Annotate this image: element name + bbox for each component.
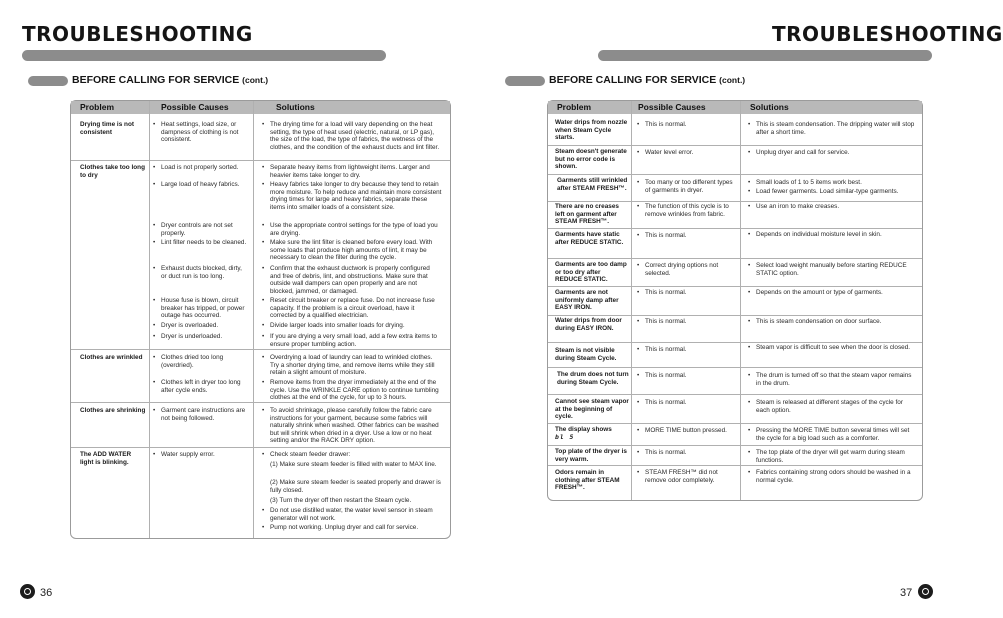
solution-item: • Overdrying a load of laundry can lead to wrinkled clothes. Try a shorter drying time, and remove items while they still retain a slight amount of moisture. (270, 354, 442, 377)
solution-item: • Separate heavy items from lightweight items. Larger and heavier items take longer to dry. (270, 164, 442, 179)
cause-item: • This is normal. (645, 121, 737, 129)
solution-item: • To avoid shrinkage, please carefully follow the fabric care instructions for your garment, because some fabrics will naturally shrink when washed. Other fabrics can be washed but will shrink when dried in a dryer. Use a low or no heat setting and/or the RACK DRY option. (270, 407, 442, 445)
lg-logo-icon (918, 584, 933, 599)
problem-cell: Garments are too damp or too dry after REDUCE STATIC. (555, 261, 627, 284)
solution-item: • Use the appropriate control settings for the type of load you are drying. (270, 222, 442, 237)
page-title: TROUBLESHOOTING (22, 22, 253, 46)
row-divider (548, 367, 922, 368)
section-title (72, 74, 268, 86)
solution-item: • Depends on individual moisture level in skin. (756, 231, 918, 239)
column-divider (631, 101, 632, 500)
solution-item: • This is steam condensation on door surface. (756, 318, 918, 326)
cause-item: • Clothes dried too long (overdried). (161, 354, 249, 369)
header-solutions: Solutions (276, 102, 315, 112)
solution-item: • Reset circuit breaker or replace fuse. Do not increase fuse capacity. If the problem is a circuit overload, have it corrected by a qualified electrician. (270, 297, 442, 320)
problem-cell: Steam doesn't generate but no error code is shown. (555, 148, 627, 171)
section-pill (505, 76, 545, 86)
cause-item: • Water level error. (645, 149, 737, 157)
page-title: TROUBLESHOOTING (772, 22, 1003, 46)
header-causes: Possible Causes (638, 102, 706, 112)
solution-item: • The drying time for a load will vary depending on the heat setting, the type of heat used (electric, natural, or LP gas), the size of the load, the type of fabrics, the wetness of the clothes, and the condition of the exhaust ducts and lint filter. (270, 121, 442, 151)
cause-item: • This is normal. (645, 346, 737, 354)
solution-item: • Make sure the lint filter is cleaned before every load. With some loads that produce high amounts of lint, it may be necessary to clean the filter during the cycle. (270, 239, 442, 262)
title-bar (598, 50, 932, 61)
cause-item: • Too many or too different types of garments in dryer. (645, 179, 737, 194)
solution-item: • Select load weight manually before starting REDUCE STATIC option. (756, 262, 918, 277)
problem-cell: Clothes are shrinking (80, 407, 146, 414)
solution-item: • Heavy fabrics take longer to dry because they tend to retain more moisture. To help reduce and maintain more consistent drying times for large and heavy fabrics, separate these items into smaller loads of a consistent size. (270, 181, 442, 211)
solution-item: • Unplug dryer and call for service. (756, 149, 918, 157)
cause-item: • House fuse is blown, circuit breaker has tripped, or power outage has occurred. (161, 297, 249, 320)
solution-item: • Use an iron to make creases. (756, 203, 918, 211)
problem-cell: Clothes take too long to dry (80, 164, 145, 179)
cause-item: • Exhaust ducts blocked, dirty, or duct run is too long. (161, 265, 249, 280)
cause-item: • Clothes left in dryer too long after cycle ends. (161, 379, 249, 394)
solution-item: • Steam is released at different stages of the cycle for each option. (756, 399, 918, 414)
page-number: 37 (900, 587, 913, 599)
header-problem: Problem (557, 102, 592, 112)
solution-subitem: (2) Make sure steam feeder is seated properly and drawer is fully closed. (270, 479, 441, 494)
troubleshooting-table (547, 100, 923, 501)
solution-item: • The top plate of the dryer will get warm during steam functions. (756, 449, 918, 464)
troubleshooting-table (70, 100, 451, 539)
column-divider (740, 101, 741, 500)
solution-item: • Depends on the amount or type of garments. (756, 289, 918, 297)
table-header (548, 101, 922, 114)
section-cont: (cont.) (242, 75, 269, 85)
solution-subitem: (3) Turn the dryer off then restart the Steam cycle. (270, 497, 412, 504)
cause-item: • Dryer is underloaded. (161, 333, 249, 341)
solution-item: • Check steam feeder drawer: (270, 451, 442, 459)
cause-item: • The function of this cycle is to remove wrinkles from fabric. (645, 203, 737, 218)
solution-item: • Confirm that the exhaust ductwork is properly configured and free of debris, lint, and obstructions. Make sure that outside wall dampers can open properly and are not blocked, jammed, or damaged. (270, 265, 442, 295)
title-bar (22, 50, 386, 61)
row-divider (548, 286, 922, 287)
row-divider (548, 315, 922, 316)
row-divider (548, 445, 922, 446)
solution-item: • Divide larger loads into smaller loads for drying. (270, 322, 442, 330)
cause-item: • Dryer controls are not set properly. (161, 222, 249, 237)
cause-item: • This is normal. (645, 318, 737, 326)
cause-item: • STEAM FRESH™ did not remove odor completely. (645, 469, 737, 484)
column-divider (149, 101, 150, 538)
solution-item: • Steam vapor is difficult to see when the door is closed. (756, 344, 918, 352)
cause-item: • This is normal. (645, 449, 737, 457)
cause-item: • This is normal. (645, 372, 737, 380)
page-number: 36 (40, 587, 53, 599)
right-page (477, 0, 1003, 618)
solution-item: • Pressing the MORE TIME button several times will set the cycle for a big load such as a comforter. (756, 427, 918, 442)
row-divider (71, 447, 450, 448)
cause-item: • This is normal. (645, 289, 737, 297)
header-causes: Possible Causes (161, 102, 229, 112)
display-code: bl 5 (555, 432, 575, 441)
problem-cell: The drum does not turn during Steam Cycle. (557, 371, 629, 386)
lg-logo-icon (20, 584, 35, 599)
problem-cell: Odors remain in clothing after STEAM FRESH™. (555, 469, 620, 492)
cause-item: • This is normal. (645, 232, 737, 240)
problem-cell: Garments are not uniformly damp after EASY IRON. (555, 289, 619, 312)
problem-cell: There are no creases left on garment after STEAM FRESH™. (555, 203, 619, 226)
problem-cell (555, 426, 629, 441)
problem-cell: Top plate of the dryer is very warm. (555, 448, 627, 463)
solution-item: • Pump not working. Unplug dryer and call for service. (270, 524, 442, 532)
solution-item: • This is steam condensation. The dripping water will stop after a short time. (756, 121, 918, 136)
problem-cell: Water drips from door during EASY IRON. (555, 317, 622, 332)
left-page (0, 0, 477, 618)
row-divider (548, 258, 922, 259)
cause-item: • Lint filter needs to be cleaned. (161, 239, 249, 247)
section-title (549, 74, 745, 86)
solution-item: • Load fewer garments. Load similar-type garments. (756, 188, 918, 196)
solution-item: • The drum is turned off so that the steam vapor remains in the drum. (756, 372, 918, 387)
row-divider (548, 201, 922, 202)
row-divider (548, 465, 922, 466)
problem-cell: Cannot see steam vapor at the beginning of cycle. (555, 398, 629, 421)
row-divider (71, 402, 450, 403)
row-divider (548, 342, 922, 343)
row-divider (71, 349, 450, 350)
section-title-text: BEFORE CALLING FOR SERVICE (549, 74, 717, 86)
header-solutions: Solutions (750, 102, 789, 112)
row-divider (71, 160, 450, 161)
problem-cell: Garments still wrinkled after STEAM FRESH™. (557, 177, 628, 192)
solution-item: • Fabrics containing strong odors should be washed in a normal cycle. (756, 469, 918, 484)
problem-cell: Water drips from nozzle when Steam Cycle starts. (555, 119, 628, 142)
solution-subitem: (1) Make sure steam feeder is filled with water to MAX line. (270, 461, 437, 468)
cause-item: • Heat settings, load size, or dampness of clothing is not consistent. (161, 121, 249, 144)
table-header (71, 101, 450, 114)
section-title-text: BEFORE CALLING FOR SERVICE (72, 74, 240, 86)
problem-cell: Garments have static after REDUCE STATIC. (555, 231, 624, 246)
cause-item: • Dryer is overloaded. (161, 322, 249, 330)
cause-item: • Correct drying options not selected. (645, 262, 737, 277)
header-problem: Problem (80, 102, 115, 112)
cause-item: • MORE TIME button pressed. (645, 427, 737, 435)
cause-item: • Water supply error. (161, 451, 249, 459)
cause-item: • Garment care instructions are not being followed. (161, 407, 249, 422)
solution-item: • If you are drying a very small load, add a few extra items to ensure proper tumbling action. (270, 333, 442, 348)
cause-item: • Load is not properly sorted. (161, 164, 249, 172)
cause-item: • Large load of heavy fabrics. (161, 181, 249, 189)
problem-cell: Steam is not visible during Steam Cycle. (555, 347, 617, 362)
row-divider (548, 394, 922, 395)
section-cont: (cont.) (719, 75, 746, 85)
section-pill (28, 76, 68, 86)
problem-cell: Drying time is not consistent (80, 121, 134, 136)
cause-item: • This is normal. (645, 399, 737, 407)
problem-cell: The ADD WATER light is blinking. (80, 451, 132, 466)
column-divider (253, 101, 254, 538)
row-divider (548, 145, 922, 146)
solution-item: • Small loads of 1 to 5 items work best. (756, 179, 918, 187)
problem-text: The display shows (555, 426, 612, 433)
row-divider (548, 423, 922, 424)
row-divider (548, 174, 922, 175)
problem-cell: Clothes are wrinkled (80, 354, 143, 361)
solution-item: • Remove items from the dryer immediately at the end of the cycle. Use the WRINKLE CARE option to continue tumbling clothes at the end of the cycle, for up to 3 hours. (270, 379, 442, 402)
solution-item: • Do not use distilled water, the water level sensor in steam generator will not work. (270, 507, 442, 522)
row-divider (548, 228, 922, 229)
